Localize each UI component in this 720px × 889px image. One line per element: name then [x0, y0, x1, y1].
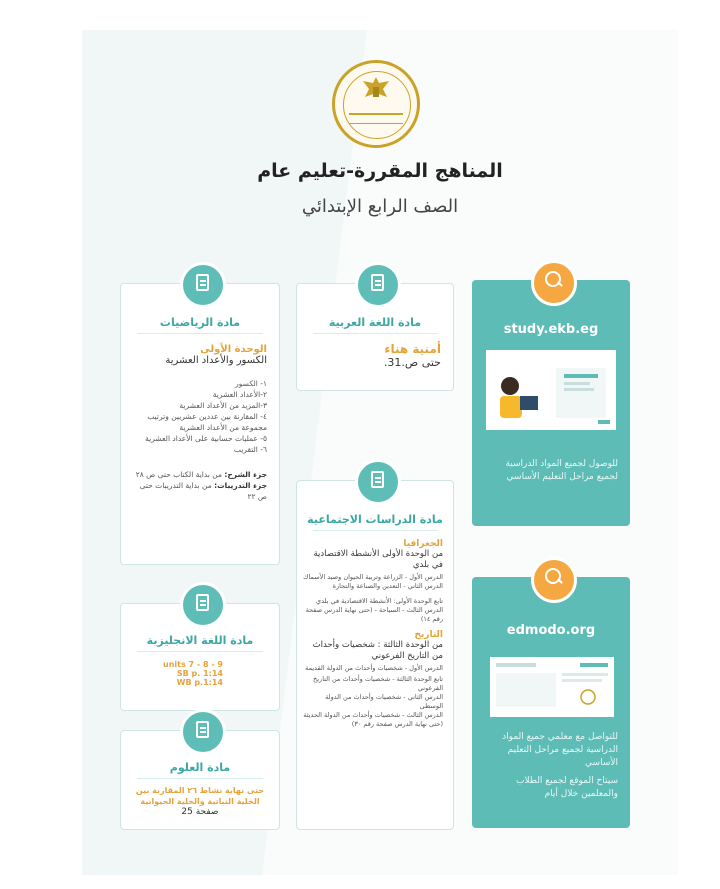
website-preview [490, 657, 614, 717]
list-item: ٣-المزيد من الأعداد العشرية [179, 401, 267, 410]
science-card [120, 730, 280, 830]
arabic-card [296, 283, 454, 391]
list-item: الدرس الثاني - شخصيات وأحداث من الدولة الوسطى [325, 693, 443, 710]
arabic-lesson: أمنية هناء [384, 342, 441, 356]
list-item: ٦- التقريب [233, 445, 267, 454]
geo-label: الجغرافيا [403, 539, 443, 549]
social-heading: مادة الدراسات الاجتماعية [307, 513, 443, 526]
english-heading: مادة اللغة الانجليزية [146, 634, 254, 647]
history-unit-cont: تابع الوحدة الثالثة - شخصيات وأحداث من التاريخ الفرعوني [313, 675, 443, 692]
science-pages: صفحة 25 [181, 807, 219, 817]
list-item: ٤- المقارنة بين عددين عشريين وترتيب مجموعة من الأعداد العشرية [147, 412, 267, 432]
list-item: الدرس الثاني - التعدين والصناعة والتجارة [332, 582, 443, 590]
web-gear-icon [531, 260, 577, 306]
math-lessons-list [129, 378, 267, 455]
page-subtitle: الصف الرابع الإبتدائي [301, 196, 459, 217]
document-icon [355, 262, 401, 308]
eagle-emblem-icon [359, 75, 393, 105]
list-item: الدرس الأول - الزراعة وتربية الحيوان وصيد الأسماك [303, 573, 443, 581]
seal-banner [349, 113, 403, 124]
document-icon [355, 459, 401, 505]
list-item: ٢-الأعداد العشرية [212, 390, 267, 399]
edmodo-website-screenshot [490, 657, 614, 717]
study-description: للوصول لجميع المواد الدراسية لجميع مراحل التعليم الأساسي [505, 459, 618, 482]
science-heading: مادة العلوم [169, 761, 231, 774]
social-studies-card [296, 480, 454, 830]
list-item: الدرس الثالث - السياحة - (حتى نهاية الدرس صفحة رقم ١٤) [305, 606, 443, 623]
arabic-pages: حتى ص.31. [383, 356, 441, 369]
arabic-heading: مادة اللغة العربية [328, 316, 422, 329]
geo-unit-cont: تابع الوحدة الأولى: الأنشطة الاقتصادية في بلدي [316, 597, 443, 605]
study-site-link[interactable]: study.ekb.eg [503, 322, 599, 337]
edmodo-availability-note: سيتاح الموقع لجميع الطلاب والمعلمين خلال أيام [515, 776, 618, 799]
web-gear-icon [531, 557, 577, 603]
math-heading: مادة الرياضيات [159, 316, 241, 329]
math-unit-label: الوحدة الأولى [200, 344, 267, 355]
math-explain-label: جزء الشرح: [224, 470, 267, 479]
document-icon [180, 709, 226, 755]
english-sb: SB p. 1:14 [176, 669, 223, 678]
ministry-seal-logo [332, 60, 420, 148]
page-title: المناهج المقررة-تعليم عام [257, 160, 503, 182]
english-units: units 7 - 8 - 9 [163, 660, 223, 669]
list-item: ١- الكسور [235, 379, 267, 388]
list-item: الدرس الأول - شخصيات وأحداث من الدولة القديمة [305, 664, 443, 672]
edmodo-site-link[interactable]: edmodo.org [506, 623, 596, 638]
list-item: ٥- عمليات حسابية على الأعداد العشرية [145, 434, 267, 443]
history-unit: من الوحدة الثالثة : شخصيات وأحداث من التاريخ الفرعوني [312, 640, 443, 661]
math-unit-title: الكسور والأعداد العشرية [165, 355, 267, 366]
document-icon [180, 582, 226, 628]
english-wb: WB p.1:14 [176, 678, 223, 687]
math-exercises-label: جزء التدريبات: [214, 481, 267, 490]
student-illustration [486, 350, 616, 430]
history-label: التاريخ [414, 630, 443, 640]
list-item: (حتى نهاية الدرس صفحة رقم ٣٠) [351, 720, 443, 728]
document-icon [180, 262, 226, 308]
list-item: الدرس الثالث - شخصيات وأحداث من الدولة الحديثة [303, 711, 443, 719]
english-card [120, 603, 280, 711]
science-text: حتى نهاية نشاط ٢٦ المقارنة بين الخلية النباتية والخلية الحيوانية [135, 786, 265, 806]
math-card [120, 283, 280, 565]
study-ekb-card[interactable] [472, 280, 630, 526]
geo-unit: من الوحدة الأولى الأنشطة الاقتصادية في بلدي [313, 549, 443, 570]
math-exercises-text: من بداية التدريبات حتى ص ٢٢ [139, 481, 267, 501]
study-website-screenshot [486, 350, 616, 430]
math-explain-text: من بداية الكتاب حتى ص ٢٨ [135, 470, 222, 479]
edmodo-card[interactable] [472, 577, 630, 828]
edmodo-description: للتواصل مع معلمي جميع المواد الدراسية لجميع مراحل التعليم الأساسي [502, 732, 618, 768]
